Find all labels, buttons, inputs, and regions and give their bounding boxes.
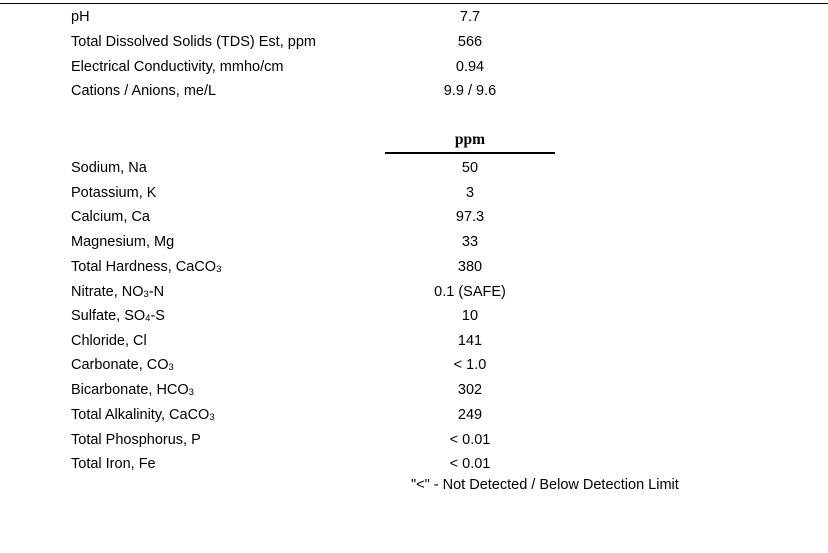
row-label: Magnesium, Mg [71,234,175,250]
analyte-row-bicarbonate [0,382,828,402]
row-label: Sodium, Na [71,160,147,176]
row-value: 0.94 [455,59,485,75]
analyte-row-sulfate [0,308,828,328]
analyte-row-total-hardness [0,259,828,279]
analyte-row-sodium [0,160,828,180]
row-label: Calcium, Ca [71,209,150,225]
analyte-row-total-alkalinity [0,407,828,427]
summary-row-conductivity [0,59,828,79]
row-value: 7.7 [459,9,481,25]
row-value: 249 [457,407,483,423]
detection-limit-footnote: "<" - Not Detected / Below Detection Limit [411,477,679,493]
analyte-row-nitrate [0,284,828,304]
analyte-row-total-iron [0,456,828,476]
unit-column-header: ppm [454,131,486,148]
row-value: < 0.01 [449,456,491,472]
top-rule [0,3,828,4]
summary-row-tds [0,34,828,54]
row-label: Total Hardness, CaCO$_3$ [71,259,222,275]
row-label: Carbonate, $CO_3$ [71,357,174,373]
row-value: 3 [465,185,475,201]
row-label: Nitrate, $NO_3-N$ [71,284,165,300]
row-value: 10 [461,308,479,324]
row-value: 380 [457,259,483,275]
unit-header-rule [385,152,555,154]
analyte-row-total-phosphorus [0,432,828,452]
summary-row-cations-anions [0,83,828,103]
row-label: Total Alkalinity, CaCO$_3$ [71,407,215,423]
row-value: 302 [457,382,483,398]
row-value: < 0.01 [449,432,491,448]
row-value: 141 [457,333,483,349]
summary-row-ph [0,9,828,29]
analyte-row-calcium [0,209,828,229]
analyte-row-potassium [0,185,828,205]
row-value: 566 [457,34,483,50]
row-label: pH [71,9,90,25]
row-label: Bicarbonate, $HCO_3$ [71,382,194,398]
row-label: Total Phosphorus, P [71,432,201,448]
analyte-row-chloride [0,333,828,353]
row-value: 33 [461,234,479,250]
analyte-row-carbonate [0,357,828,377]
analyte-row-magnesium [0,234,828,254]
row-label: Potassium, K [71,185,157,201]
row-value: < 1.0 [453,357,487,373]
row-label: Cations / Anions, me/L [71,83,217,99]
row-value: 50 [461,160,479,176]
row-value: 9.9 / 9.6 [443,83,497,99]
row-label: Electrical Conductivity, mmho/cm [71,59,284,75]
row-label: Chloride, Cl [71,333,147,349]
row-label: Total Dissolved Solids (TDS) Est, ppm [71,34,316,50]
row-value: 97.3 [455,209,485,225]
row-value: 0.1 (SAFE) [434,284,506,300]
row-label: Sulfate, $SO_4-S$ [71,308,165,324]
row-label: Total Iron, Fe [71,456,156,472]
